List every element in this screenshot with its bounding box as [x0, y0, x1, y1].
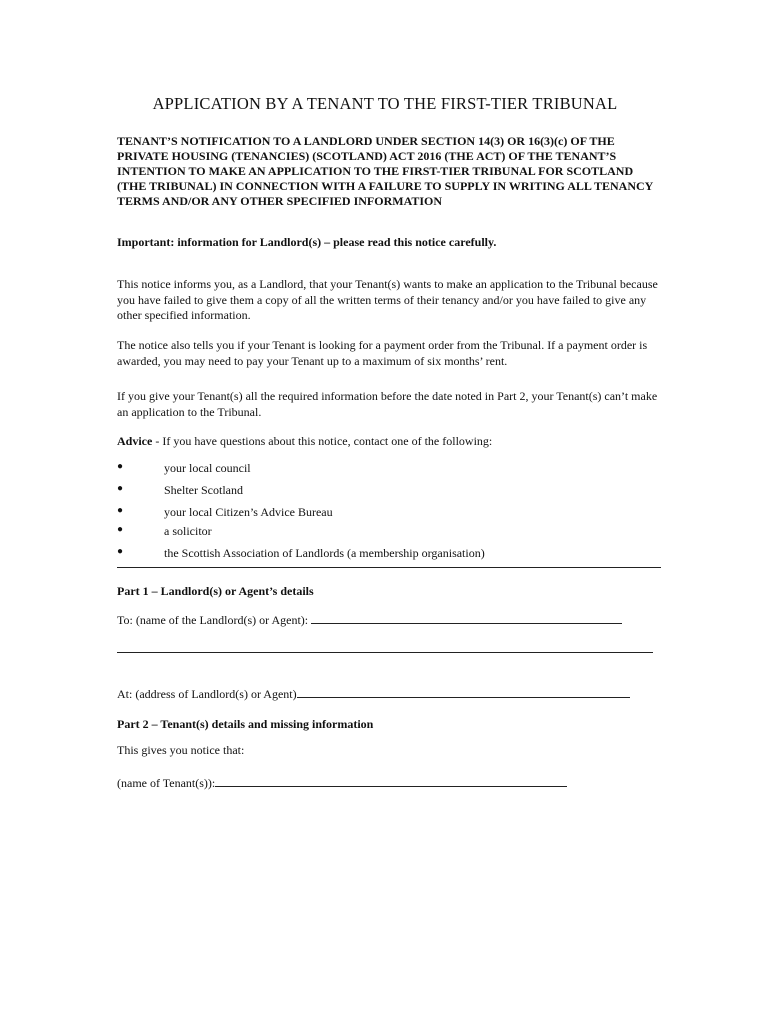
document-title: APPLICATION BY A TENANT TO THE FIRST-TIER TRIBUNAL	[152, 94, 618, 113]
landlord-address-label: At: (address of Landlord(s) or Agent)	[117, 687, 297, 701]
part2-heading: Part 2 – Tenant(s) details and missing information	[117, 717, 374, 731]
landlord-name-label: To: (name of the Landlord(s) or Agent):	[117, 613, 312, 627]
bullet-icon: ●	[117, 524, 124, 535]
advice-text: - If you have questions about this notice, contact one of the following:	[152, 434, 493, 448]
list-item-text: a solicitor	[164, 524, 212, 538]
bullet-icon: ●	[117, 483, 124, 494]
advice-paragraph	[117, 434, 662, 450]
landlord-name-input[interactable]	[311, 612, 622, 624]
landlord-name-continuation-input[interactable]	[117, 652, 653, 653]
list-item-text: your local council	[164, 461, 251, 475]
tenant-name-label: (name of Tenant(s)):	[117, 776, 216, 790]
tenant-name-field	[117, 775, 567, 791]
important-notice: Important: information for Landlord(s) – please read this notice carefully.	[117, 235, 497, 249]
intro-paragraph: This notice informs you, as a Landlord, that your Tenant(s) wants to make an application to the Tribunal because you have failed to give them a copy of all the written terms of their tenancy and/or you have failed to give any other specified information.	[117, 277, 658, 322]
notice-text: This gives you notice that:	[117, 743, 245, 757]
bullet-icon: ●	[117, 546, 124, 557]
required-info-paragraph: If you give your Tenant(s) all the required information before the date noted in Part 2, your Tenant(s) can’t make an application to the Tribunal.	[117, 389, 658, 419]
bullet-icon: ●	[117, 461, 124, 472]
payment-order-paragraph: The notice also tells you if your Tenant is looking for a payment order from the Tribunal. If a payment order is awarded, you may need to pay your Tenant up to a maximum of six months’ rent.	[117, 338, 648, 368]
list-item-text: Shelter Scotland	[164, 483, 243, 497]
tenant-name-input[interactable]	[215, 775, 567, 787]
landlord-address-field	[117, 686, 630, 702]
bullet-icon: ●	[117, 505, 124, 516]
landlord-name-field	[117, 612, 622, 628]
list-item-text: the Scottish Association of Landlords (a membership organisation)	[164, 546, 485, 560]
landlord-address-input[interactable]	[297, 686, 630, 698]
section-divider	[117, 567, 661, 568]
advice-label: Advice	[117, 434, 153, 448]
notification-heading: TENANT’S NOTIFICATION TO A LANDLORD UNDER SECTION 14(3) OR 16(3)(c) OF THE PRIVATE HOUSING (TENANCIES) (SCOTLAND) ACT 2016 (THE ACT) OF THE TENANT’S INTENTION TO MAKE AN APPLICATION TO THE FIRST-TIER TRIBUNAL FOR SCOTLAND (THE TRIBUNAL) IN CONNECTION WITH A FAILURE TO SUPPLY IN WRITING ALL TENANCY TERMS AND/OR ANY OTHER SPECIFIED INFORMATION	[117, 134, 653, 208]
part1-heading: Part 1 – Landlord(s) or Agent’s details	[117, 584, 314, 598]
list-item-text: your local Citizen’s Advice Bureau	[164, 505, 333, 519]
